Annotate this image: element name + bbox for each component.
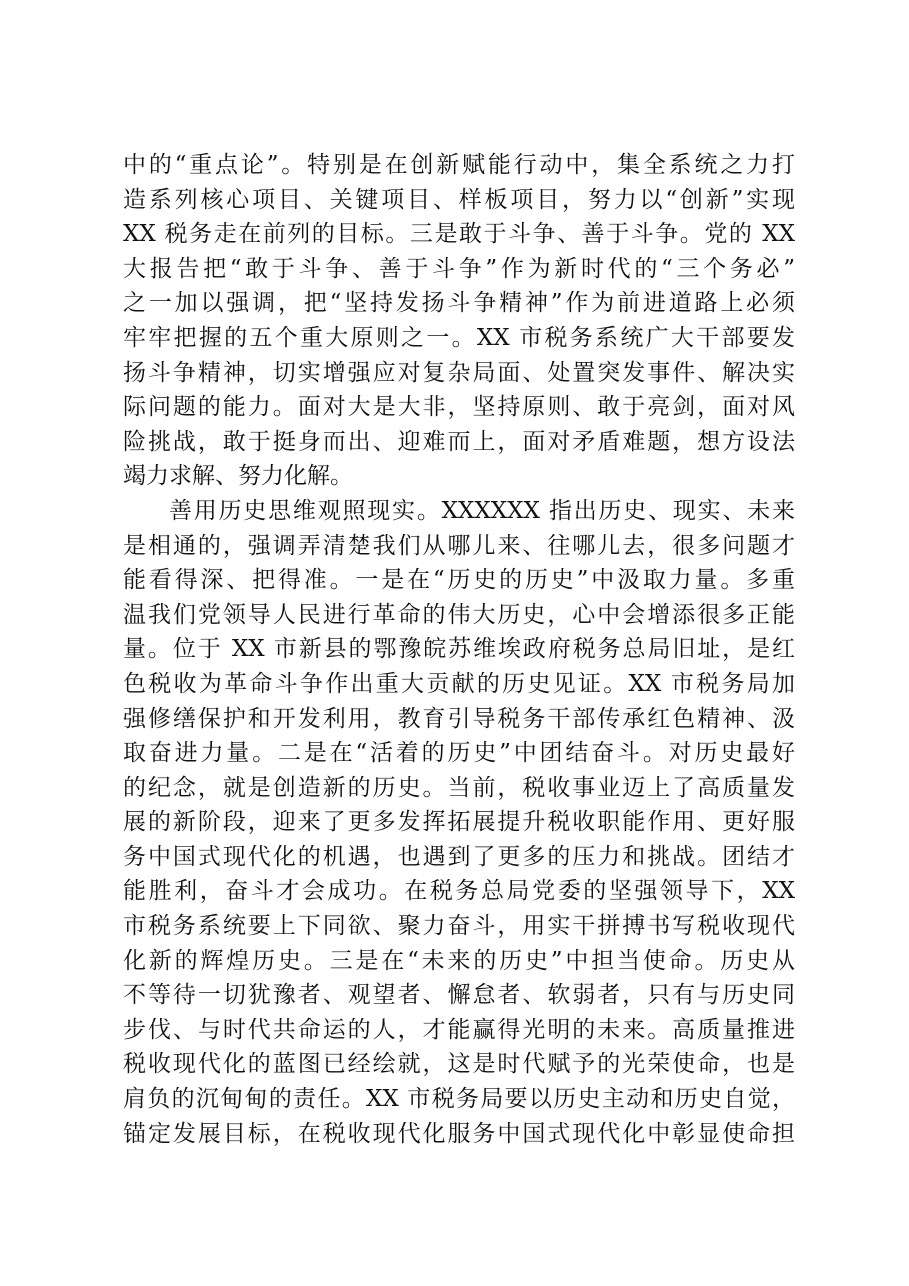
text-line: 造系列核心项目、关键项目、样板项目，努力以“创新”实现 [123, 186, 795, 213]
text-line: 是相通的，强调弄清楚我们从哪儿来、往哪儿去，很多问题才 [123, 532, 795, 559]
text-line: 税收现代化的蓝图已经绘就，这是时代赋予的光荣使命，也是 [123, 1051, 795, 1078]
text-line: 大报告把“敢于斗争、善于斗争”作为新时代的“三个务必” [123, 255, 795, 282]
text-line: 中的“重点论”。特别是在创新赋能行动中，集全系统之力打 [123, 152, 795, 178]
paragraph [123, 148, 795, 494]
text-line: 温我们党领导人民进行革命的伟大历史，心中会增添很多正能 [123, 601, 795, 628]
text-line: 强修缮保护和开发利用，教育引导税务干部传承红色精神、汲 [123, 705, 795, 732]
text-line: 的纪念，就是创造新的历史。当前，税收事业迈上了高质量发 [123, 774, 795, 801]
text-line: 量。位于 XX 市新县的鄂豫皖苏维埃政府税务总局旧址，是红 [123, 636, 795, 663]
text-line: 能看得深、把得准。一是在“历史的历史”中汲取力量。多重 [123, 567, 795, 594]
text-line: 不等待一切犹豫者、观望者、懈怠者、软弱者，只有与历史同 [123, 982, 795, 1009]
text-line: 展的新阶段，迎来了更多发挥拓展提升税收职能作用、更好服 [123, 809, 795, 836]
text-line: XX 税务走在前列的目标。三是敢于斗争、善于斗争。党的 XX [123, 221, 795, 248]
text-line: 能胜利，奋斗才会成功。在税务总局党委的坚强领导下，XX [123, 878, 795, 905]
text-line: 牢牢把握的五个重大原则之一。XX 市税务系统广大干部要发 [123, 324, 795, 351]
text-line: 化新的辉煌历史。三是在“未来的历史”中担当使命。历史从 [123, 947, 795, 974]
text-line: 之一加以强调，把“坚持发扬斗争精神”作为前进道路上必须 [123, 290, 795, 317]
paragraph [123, 494, 795, 1151]
text-line: 善用历史思维观照现实。XXXXXX 指出历史、现实、未来 [169, 497, 795, 524]
text-line: 锚定发展目标，在税收现代化服务中国式现代化中彰显使命担 [123, 1120, 795, 1147]
text-line: 扬斗争精神，切实增强应对复杂局面、处置突发事件、解决实 [123, 359, 795, 386]
text-line: 色税收为革命斗争作出重大贡献的历史见证。XX 市税务局加 [123, 670, 795, 697]
text-line: 市税务系统要上下同欲、聚力奋斗，用实干拼搏书写税收现代 [123, 913, 795, 940]
text-line: 肩负的沉甸甸的责任。XX 市税务局要以历史主动和历史自觉， [123, 1086, 795, 1113]
text-line: 取奋进力量。二是在“活着的历史”中团结奋斗。对历史最好 [123, 740, 795, 767]
text-line: 际问题的能力。面对大是大非，坚持原则、敢于亮剑，面对风 [123, 394, 795, 421]
text-line: 步伐、与时代共命运的人，才能赢得光明的未来。高质量推进 [123, 1016, 795, 1043]
document-body [123, 148, 795, 1151]
text-line: 险挑战，敢于挺身而出、迎难而上，面对矛盾难题，想方设法 [123, 428, 795, 455]
text-line: 务中国式现代化的机遇，也遇到了更多的压力和挑战。团结才 [123, 843, 795, 870]
text-line: 竭力求解、努力化解。 [123, 463, 353, 490]
